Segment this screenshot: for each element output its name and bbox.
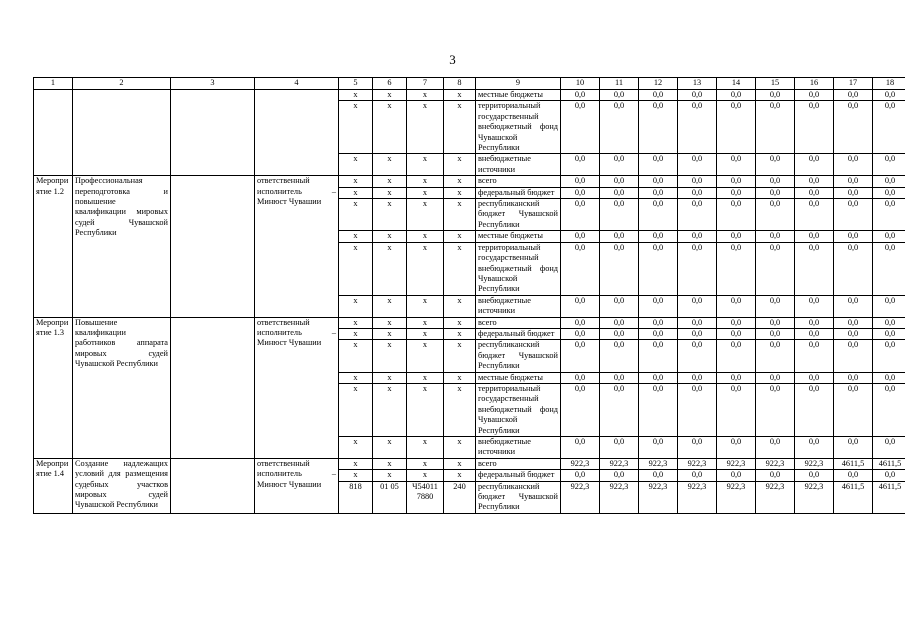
amount-cell: 0,0 <box>795 317 834 328</box>
amount-cell: 0,0 <box>756 328 795 339</box>
gov-code: x <box>339 187 373 198</box>
amount-cell: 0,0 <box>639 101 678 154</box>
amount-cell: 0,0 <box>678 242 717 295</box>
funding-source: местные бюджеты <box>476 372 561 383</box>
expense-code: x <box>444 372 476 383</box>
amount-cell: 0,0 <box>873 317 905 328</box>
expense-code: x <box>444 295 476 317</box>
expense-code: x <box>444 458 476 469</box>
amount-cell: 0,0 <box>600 199 639 231</box>
amount-cell: 922,3 <box>717 481 756 513</box>
funding-source: федеральный бюджет <box>476 470 561 481</box>
amount-cell: 0,0 <box>678 90 717 101</box>
responsible-executor: ответственный исполнитель – Минюст Чувашии <box>255 458 339 513</box>
amount-cell: 0,0 <box>561 242 600 295</box>
measure-code: Мероприятие 1.3 <box>34 317 73 458</box>
amount-cell: 0,0 <box>600 437 639 459</box>
amount-cell: 922,3 <box>756 481 795 513</box>
amount-cell: 0,0 <box>834 328 873 339</box>
table-row <box>34 176 905 187</box>
amount-cell: 0,0 <box>561 90 600 101</box>
amount-cell: 0,0 <box>600 242 639 295</box>
funding-source: внебюджетные источники <box>476 154 561 176</box>
funding-source: внебюджетные источники <box>476 295 561 317</box>
gov-code: x <box>339 295 373 317</box>
column-number: 1 <box>34 78 73 90</box>
amount-cell: 0,0 <box>561 470 600 481</box>
amount-cell: 0,0 <box>600 154 639 176</box>
expense-code: x <box>444 242 476 295</box>
amount-cell: 0,0 <box>717 187 756 198</box>
funding-source: республиканский бюджет Чувашской Республики <box>476 481 561 513</box>
amount-cell: 0,0 <box>678 372 717 383</box>
amount-cell: 0,0 <box>795 328 834 339</box>
amount-cell: 0,0 <box>717 470 756 481</box>
page-number: 3 <box>449 52 456 67</box>
target-code: x <box>407 90 444 101</box>
amount-cell: 0,0 <box>600 328 639 339</box>
column-number: 12 <box>639 78 678 90</box>
target-code: x <box>407 317 444 328</box>
amount-cell: 922,3 <box>600 458 639 469</box>
section-code: x <box>373 101 407 154</box>
amount-cell: 0,0 <box>834 199 873 231</box>
amount-cell: 0,0 <box>873 242 905 295</box>
amount-cell: 0,0 <box>600 231 639 242</box>
amount-cell: 0,0 <box>873 176 905 187</box>
amount-cell: 0,0 <box>834 101 873 154</box>
header-row <box>34 78 905 90</box>
column-number: 17 <box>834 78 873 90</box>
target-code: x <box>407 328 444 339</box>
gov-code: x <box>339 231 373 242</box>
amount-cell: 4611,5 <box>834 481 873 513</box>
amount-cell: 0,0 <box>795 437 834 459</box>
amount-cell: 0,0 <box>834 90 873 101</box>
expense-code: x <box>444 154 476 176</box>
amount-cell: 0,0 <box>717 242 756 295</box>
continuation-executor <box>255 90 339 176</box>
amount-cell: 922,3 <box>678 481 717 513</box>
amount-cell: 0,0 <box>756 295 795 317</box>
amount-cell: 0,0 <box>873 470 905 481</box>
amount-cell: 0,0 <box>795 470 834 481</box>
amount-cell: 0,0 <box>795 242 834 295</box>
section-code: x <box>373 470 407 481</box>
amount-cell: 0,0 <box>795 231 834 242</box>
amount-cell: 0,0 <box>834 340 873 372</box>
section-code: x <box>373 242 407 295</box>
amount-cell: 0,0 <box>717 295 756 317</box>
amount-cell: 0,0 <box>717 317 756 328</box>
amount-cell: 0,0 <box>756 470 795 481</box>
amount-cell: 0,0 <box>561 295 600 317</box>
amount-cell: 0,0 <box>639 372 678 383</box>
target-code: x <box>407 470 444 481</box>
section-code: x <box>373 340 407 372</box>
amount-cell: 0,0 <box>873 199 905 231</box>
section-code: x <box>373 437 407 459</box>
amount-cell: 0,0 <box>717 90 756 101</box>
amount-cell: 0,0 <box>678 383 717 436</box>
amount-cell: 0,0 <box>717 199 756 231</box>
amount-cell: 0,0 <box>678 317 717 328</box>
section-code: x <box>373 90 407 101</box>
amount-cell: 0,0 <box>561 154 600 176</box>
target-code: x <box>407 458 444 469</box>
column-number: 9 <box>476 78 561 90</box>
column-number: 4 <box>255 78 339 90</box>
gov-code: x <box>339 458 373 469</box>
amount-cell: 0,0 <box>834 231 873 242</box>
gov-code: x <box>339 199 373 231</box>
expense-code: x <box>444 90 476 101</box>
amount-cell: 922,3 <box>717 458 756 469</box>
amount-cell: 0,0 <box>600 470 639 481</box>
amount-cell: 0,0 <box>639 470 678 481</box>
amount-cell: 0,0 <box>639 199 678 231</box>
gov-code: x <box>339 90 373 101</box>
amount-cell: 0,0 <box>795 154 834 176</box>
amount-cell: 922,3 <box>795 458 834 469</box>
gov-code: x <box>339 328 373 339</box>
amount-cell: 0,0 <box>756 176 795 187</box>
amount-cell: 0,0 <box>561 383 600 436</box>
amount-cell: 0,0 <box>639 154 678 176</box>
gov-code: x <box>339 437 373 459</box>
section-code: x <box>373 372 407 383</box>
amount-cell: 0,0 <box>561 199 600 231</box>
expense-code: x <box>444 187 476 198</box>
gov-code: x <box>339 176 373 187</box>
amount-cell: 0,0 <box>834 372 873 383</box>
target-code: x <box>407 101 444 154</box>
target-code: x <box>407 231 444 242</box>
expense-code: x <box>444 101 476 154</box>
column-number: 7 <box>407 78 444 90</box>
amount-cell: 0,0 <box>756 90 795 101</box>
amount-cell: 0,0 <box>678 470 717 481</box>
amount-cell: 0,0 <box>795 101 834 154</box>
amount-cell: 0,0 <box>717 231 756 242</box>
amount-cell: 922,3 <box>639 481 678 513</box>
amount-cell: 0,0 <box>678 231 717 242</box>
amount-cell: 0,0 <box>756 187 795 198</box>
expense-code: x <box>444 437 476 459</box>
table-row <box>34 458 905 469</box>
amount-cell: 0,0 <box>678 154 717 176</box>
amount-cell: 0,0 <box>639 437 678 459</box>
amount-cell: 0,0 <box>639 90 678 101</box>
amount-cell: 0,0 <box>639 295 678 317</box>
amount-cell: 4611,5 <box>873 458 905 469</box>
amount-cell: 0,0 <box>678 328 717 339</box>
expense-code: x <box>444 383 476 436</box>
column-number: 18 <box>873 78 905 90</box>
target-code: x <box>407 242 444 295</box>
continuation-code <box>34 90 73 176</box>
amount-cell: 0,0 <box>717 383 756 436</box>
co-executor <box>171 458 255 513</box>
co-executor <box>171 176 255 317</box>
table-row <box>34 90 905 101</box>
gov-code: x <box>339 340 373 372</box>
amount-cell: 0,0 <box>561 187 600 198</box>
table-row <box>34 317 905 328</box>
funding-source: республиканский бюджет Чувашской Республики <box>476 199 561 231</box>
responsible-executor: ответственный исполнитель – Минюст Чувашии <box>255 176 339 317</box>
column-number: 13 <box>678 78 717 90</box>
amount-cell: 0,0 <box>561 340 600 372</box>
funding-source: федеральный бюджет <box>476 187 561 198</box>
target-code: x <box>407 187 444 198</box>
section-code: x <box>373 154 407 176</box>
expense-code: x <box>444 340 476 372</box>
amount-cell: 0,0 <box>873 154 905 176</box>
amount-cell: 0,0 <box>873 101 905 154</box>
measure-name: Повышение квалификации работников аппарата мировых судей Чувашской Республики <box>73 317 171 458</box>
amount-cell: 0,0 <box>717 176 756 187</box>
column-number: 11 <box>600 78 639 90</box>
target-code: x <box>407 154 444 176</box>
gov-code: x <box>339 383 373 436</box>
measure-code: Мероприятие 1.2 <box>34 176 73 317</box>
amount-cell: 0,0 <box>639 187 678 198</box>
amount-cell: 0,0 <box>600 187 639 198</box>
amount-cell: 0,0 <box>600 295 639 317</box>
amount-cell: 922,3 <box>600 481 639 513</box>
amount-cell: 0,0 <box>873 340 905 372</box>
gov-code: x <box>339 242 373 295</box>
continuation-name <box>73 90 171 176</box>
column-number: 6 <box>373 78 407 90</box>
amount-cell: 0,0 <box>561 176 600 187</box>
column-number: 8 <box>444 78 476 90</box>
amount-cell: 0,0 <box>756 340 795 372</box>
measure-code: Мероприятие 1.4 <box>34 458 73 513</box>
section-code: x <box>373 458 407 469</box>
amount-cell: 0,0 <box>834 242 873 295</box>
amount-cell: 0,0 <box>756 383 795 436</box>
amount-cell: 0,0 <box>834 295 873 317</box>
expense-code: x <box>444 470 476 481</box>
gov-code: x <box>339 317 373 328</box>
target-code: x <box>407 372 444 383</box>
funding-source: местные бюджеты <box>476 90 561 101</box>
amount-cell: 0,0 <box>678 437 717 459</box>
amount-cell: 4611,5 <box>834 458 873 469</box>
amount-cell: 0,0 <box>873 295 905 317</box>
amount-cell: 0,0 <box>639 231 678 242</box>
amount-cell: 0,0 <box>639 340 678 372</box>
measure-name: Профессиональная переподготовка и повышение квалификации мировых судей Чувашской Республики <box>73 176 171 317</box>
amount-cell: 0,0 <box>561 317 600 328</box>
amount-cell: 0,0 <box>873 328 905 339</box>
amount-cell: 0,0 <box>717 437 756 459</box>
responsible-executor: ответственный исполнитель – Минюст Чувашии <box>255 317 339 458</box>
amount-cell: 0,0 <box>678 295 717 317</box>
section-code: x <box>373 328 407 339</box>
amount-cell: 0,0 <box>834 437 873 459</box>
section-code: x <box>373 383 407 436</box>
amount-cell: 0,0 <box>600 317 639 328</box>
amount-cell: 0,0 <box>561 231 600 242</box>
amount-cell: 0,0 <box>795 176 834 187</box>
amount-cell: 0,0 <box>717 101 756 154</box>
amount-cell: 0,0 <box>600 372 639 383</box>
amount-cell: 0,0 <box>717 372 756 383</box>
amount-cell: 0,0 <box>834 470 873 481</box>
section-code: x <box>373 187 407 198</box>
continuation-coexec <box>171 90 255 176</box>
expense-code: x <box>444 328 476 339</box>
gov-code: x <box>339 372 373 383</box>
financing-table <box>33 77 905 514</box>
amount-cell: 0,0 <box>834 383 873 436</box>
amount-cell: 0,0 <box>639 317 678 328</box>
amount-cell: 0,0 <box>756 199 795 231</box>
amount-cell: 0,0 <box>678 199 717 231</box>
amount-cell: 0,0 <box>834 317 873 328</box>
amount-cell: 922,3 <box>561 458 600 469</box>
amount-cell: 0,0 <box>600 383 639 436</box>
amount-cell: 0,0 <box>873 437 905 459</box>
target-code: x <box>407 176 444 187</box>
amount-cell: 0,0 <box>873 383 905 436</box>
amount-cell: 0,0 <box>756 231 795 242</box>
funding-source: внебюджетные источники <box>476 437 561 459</box>
expense-code: 240 <box>444 481 476 513</box>
funding-source: всего <box>476 176 561 187</box>
amount-cell: 4611,5 <box>873 481 905 513</box>
amount-cell: 0,0 <box>873 372 905 383</box>
target-code: x <box>407 295 444 317</box>
co-executor <box>171 317 255 458</box>
expense-code: x <box>444 317 476 328</box>
gov-code: 818 <box>339 481 373 513</box>
section-code: x <box>373 295 407 317</box>
section-code: x <box>373 317 407 328</box>
amount-cell: 0,0 <box>678 187 717 198</box>
column-number: 3 <box>171 78 255 90</box>
target-code: Ч54011 7880 <box>407 481 444 513</box>
amount-cell: 0,0 <box>756 154 795 176</box>
amount-cell: 0,0 <box>600 101 639 154</box>
amount-cell: 922,3 <box>678 458 717 469</box>
amount-cell: 0,0 <box>795 372 834 383</box>
amount-cell: 0,0 <box>756 437 795 459</box>
funding-source: местные бюджеты <box>476 231 561 242</box>
amount-cell: 0,0 <box>795 383 834 436</box>
amount-cell: 922,3 <box>639 458 678 469</box>
amount-cell: 0,0 <box>834 154 873 176</box>
funding-source: территориальный государственный внебюджетный фонд Чувашской Республики <box>476 383 561 436</box>
amount-cell: 0,0 <box>600 176 639 187</box>
amount-cell: 0,0 <box>639 176 678 187</box>
funding-source: всего <box>476 458 561 469</box>
table-body <box>34 78 905 514</box>
amount-cell: 0,0 <box>834 187 873 198</box>
column-number: 10 <box>561 78 600 90</box>
expense-code: x <box>444 199 476 231</box>
amount-cell: 0,0 <box>678 176 717 187</box>
column-number: 16 <box>795 78 834 90</box>
amount-cell: 0,0 <box>717 340 756 372</box>
amount-cell: 0,0 <box>717 328 756 339</box>
funding-source: всего <box>476 317 561 328</box>
amount-cell: 0,0 <box>873 90 905 101</box>
amount-cell: 922,3 <box>561 481 600 513</box>
amount-cell: 0,0 <box>756 242 795 295</box>
amount-cell: 0,0 <box>873 187 905 198</box>
gov-code: x <box>339 154 373 176</box>
amount-cell: 0,0 <box>756 372 795 383</box>
column-number: 14 <box>717 78 756 90</box>
amount-cell: 0,0 <box>795 90 834 101</box>
expense-code: x <box>444 231 476 242</box>
funding-source: территориальный государственный внебюджетный фонд Чувашской Республики <box>476 101 561 154</box>
funding-source: территориальный государственный внебюджетный фонд Чувашской Республики <box>476 242 561 295</box>
column-number: 5 <box>339 78 373 90</box>
amount-cell: 0,0 <box>678 101 717 154</box>
amount-cell: 0,0 <box>795 199 834 231</box>
amount-cell: 0,0 <box>639 383 678 436</box>
amount-cell: 0,0 <box>600 340 639 372</box>
section-code: 01 05 <box>373 481 407 513</box>
amount-cell: 0,0 <box>561 372 600 383</box>
amount-cell: 0,0 <box>795 187 834 198</box>
amount-cell: 0,0 <box>873 231 905 242</box>
target-code: x <box>407 340 444 372</box>
amount-cell: 922,3 <box>795 481 834 513</box>
amount-cell: 922,3 <box>756 458 795 469</box>
amount-cell: 0,0 <box>639 242 678 295</box>
target-code: x <box>407 199 444 231</box>
section-code: x <box>373 231 407 242</box>
amount-cell: 0,0 <box>717 154 756 176</box>
column-number: 2 <box>73 78 171 90</box>
amount-cell: 0,0 <box>756 101 795 154</box>
amount-cell: 0,0 <box>834 176 873 187</box>
column-number: 15 <box>756 78 795 90</box>
amount-cell: 0,0 <box>678 340 717 372</box>
amount-cell: 0,0 <box>561 437 600 459</box>
amount-cell: 0,0 <box>600 90 639 101</box>
amount-cell: 0,0 <box>561 101 600 154</box>
gov-code: x <box>339 470 373 481</box>
measure-name: Создание надлежащих условий для размещения судебных участков мировых судей Чувашской Республики <box>73 458 171 513</box>
gov-code: x <box>339 101 373 154</box>
target-code: x <box>407 383 444 436</box>
amount-cell: 0,0 <box>561 328 600 339</box>
expense-code: x <box>444 176 476 187</box>
funding-source: республиканский бюджет Чувашской Республики <box>476 340 561 372</box>
funding-source: федеральный бюджет <box>476 328 561 339</box>
amount-cell: 0,0 <box>756 317 795 328</box>
amount-cell: 0,0 <box>639 328 678 339</box>
section-code: x <box>373 176 407 187</box>
section-code: x <box>373 199 407 231</box>
target-code: x <box>407 437 444 459</box>
amount-cell: 0,0 <box>795 295 834 317</box>
amount-cell: 0,0 <box>795 340 834 372</box>
